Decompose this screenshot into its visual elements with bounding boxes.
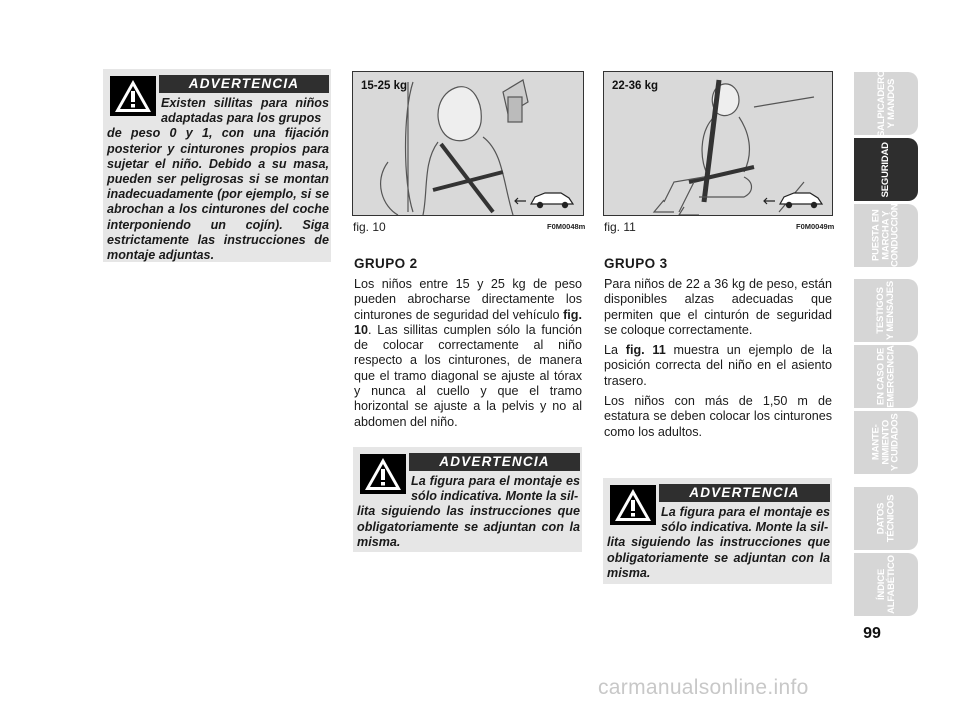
tab-puesta-en-marcha[interactable] [854,204,918,267]
page-number: 99 [863,625,881,642]
warning-text [607,505,830,581]
text: Los niños entre 15 y 25 kg de peso pueden abrocharse directamente los cinturones de seguridad del vehículo [354,277,582,322]
arrow-left-icon [762,196,776,206]
tab-label: MANTE- NIMIENTO Y CUIDADOS [870,413,901,472]
warning-text-rest: de peso 0 y 1, con una fijación posterior y cinturones propios para sujetar el niño. Debido a su masa, pueden ser peligrosas si se montan inadecuadamente (por ejemplo, si se abrochan a los cinturones del coche interponiendo un cojín). Siga estrictamente las instrucciones de montaje adjuntas. [107,126,329,263]
figure-11-caption: fig. 11 [604,220,636,234]
tab-label: ÍNDICE ALFABÉTICO [875,555,896,614]
tab-label: PUESTA EN MARCHA Y CONDUCCIÓN [870,203,901,268]
tab-indice-alfabetico[interactable] [854,553,918,616]
tab-label: SALPICADERO Y MANDOS [875,70,897,137]
figure-10-code: F0M0048m [547,222,586,231]
arrow-left-icon [513,196,527,206]
tab-testigos[interactable] [854,279,918,342]
car-icon [527,188,577,210]
text: La [604,343,626,358]
group3-heading: GRUPO 3 [604,256,668,271]
warning-title: ADVERTENCIA [659,484,830,502]
tab-salpicadero[interactable] [854,72,918,135]
tab-label: EN CASO DE EMERGENCIA [875,345,896,408]
figure-10-caption: fig. 10 [353,220,386,234]
tab-emergencia[interactable] [854,345,918,408]
figure-10 [352,71,584,216]
warning-title: ADVERTENCIA [159,75,329,93]
group3-paragraph-1: Para niños de 22 a 36 kg de peso, están disponibles alzas adecuadas que permiten que el cinturón de seguridad se coloque correctamente. [604,277,832,337]
figure-11-code: F0M0049m [796,222,835,231]
group2-body [354,277,582,435]
tab-label: TESTIGOS Y MENSAJES [875,280,896,341]
warning-text-rest: lita siguiendo las instrucciones que obligatoriamente se adjuntan con la misma. [607,535,830,580]
figure-weight-label: 22-36 kg [612,80,659,92]
figure-11 [603,71,833,216]
warning-box-figure-10 [353,447,582,552]
group3-paragraph-3: Los niños con más de 1,50 m de estatura se deben colocar los cinturones como los adultos. [604,394,832,439]
group2-paragraph [354,277,582,430]
tab-label: DATOS TÉCNICOS [875,494,896,543]
figure-ref: fig. 11 [625,343,666,358]
text: . Las sillitas cumplen sólo la función de colocar correctamente al niño respecto a los cinturones, de manera que el tramo diagonal se ajuste al tórax y nunca al cuello y que el tramo horizontal se ajuste a la pelvis y no al abdomen del niño. [354,322,582,429]
warning-text-first: La figura para el montaje es sólo indicativa. Monte la sil- [411,474,580,504]
warning-box-seats [103,69,331,262]
figure-weight-label: 15-25 kg [361,80,408,92]
warning-text-first: Existen sillitas para niños adaptadas para los grupos [161,96,329,126]
text: muestra un ejemplo de la posición correcta del niño en el asiento trasero. [604,343,832,388]
tab-seguridad[interactable] [854,138,918,201]
tab-label: SEGURIDAD [880,141,892,198]
warning-box-figure-11 [603,478,832,584]
warning-title: ADVERTENCIA [409,453,580,471]
car-icon [776,188,826,210]
warning-text [107,96,329,263]
group3-body [604,277,832,445]
warning-text-rest: lita siguiendo las instrucciones que obligatoriamente se adjuntan con la misma. [357,504,580,549]
warning-text [357,474,580,550]
figure-ref: fig. 10 [354,307,582,337]
watermark: carmanualsonline.info [598,676,809,699]
group2-heading: GRUPO 2 [354,256,418,271]
group3-paragraph-2 [604,343,832,389]
tab-datos-tecnicos[interactable] [854,487,918,550]
tab-mantenimiento[interactable] [854,411,918,474]
warning-text-first: La figura para el montaje es sólo indicativa. Monte la sil- [661,505,830,535]
